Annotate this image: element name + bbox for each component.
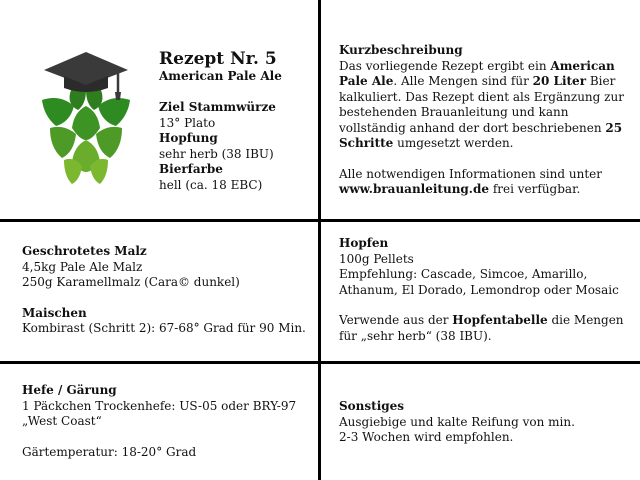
description-section <box>339 43 625 198</box>
description-heading: Kurzbeschreibung <box>339 43 463 57</box>
malt-line-1: 4,5kg Pale Ale Malz <box>22 259 143 274</box>
malt-line-2: 250g Karamellmalz (Cara© dunkel) <box>22 275 240 289</box>
gravity-value: 13° Plato <box>159 115 216 130</box>
info-paragraph: Alle notwendigen Informationen sind unter www.brauanleitung.de frei verfügbar. <box>339 166 602 196</box>
yeast-line-1: 1 Päckchen Trockenhefe: US-05 oder BRY-97 <box>22 398 297 413</box>
mash-heading: Maischen <box>22 305 87 320</box>
beer-style: American Pale Ale <box>159 69 282 83</box>
bitterness-label: Hopfung <box>159 131 218 145</box>
description-paragraph: Das vorliegende Rezept ergibt ein American Pale Ale. Alle Mengen sind für 20 Liter Bier kalkuliert. Das Rezept dient als Ergänzung zur bestehenden Brauanleitung und kann vollständig anhand der dort beschriebenen 25 Schritte umgesetzt werden. <box>339 58 624 150</box>
misc-heading: Sonstiges <box>339 399 405 413</box>
misc-line-1: Ausgiebige und kalte Reifung von min. <box>339 414 575 429</box>
graduation-cap-icon <box>44 52 128 100</box>
hop-table-reference: Hopfentabelle <box>452 313 548 327</box>
bitterness-value: sehr herb (38 IBU) <box>159 146 274 161</box>
hops-line-1: 100g Pellets <box>339 251 414 266</box>
yeast-heading: Hefe / Gärung <box>22 383 117 397</box>
misc-section <box>339 399 629 446</box>
yeast-section <box>22 383 312 460</box>
website-link[interactable]: www.brauanleitung.de <box>339 182 490 196</box>
color-value: hell (ca. 18 EBC) <box>159 177 263 192</box>
hop-with-graduation-cap-icon <box>40 48 132 188</box>
hops-heading: Hopfen <box>339 236 389 250</box>
malt-heading: Geschrotetes Malz <box>22 244 147 258</box>
recipe-title: Rezept Nr. 5 <box>159 49 277 69</box>
malt-section <box>22 244 312 337</box>
hops-paragraph: Verwende aus der Hopfentabelle die Mengen für „sehr herb“ (38 IBU). <box>339 313 624 343</box>
color-label: Bierfarbe <box>159 162 223 176</box>
misc-line-2: 2-3 Wochen wird empfohlen. <box>339 430 514 444</box>
hops-line-2: Empfehlung: Cascade, Simcoe, Amarillo, <box>339 267 588 281</box>
hop-cone <box>42 90 130 184</box>
hops-line-3: Athanum, El Dorado, Lemondrop oder Mosaic <box>339 282 619 297</box>
grid-line-vertical <box>318 0 321 480</box>
gravity-label: Ziel Stammwürze <box>159 100 276 114</box>
recipe-meta <box>159 100 276 193</box>
fermentation-temp: Gärtemperatur: 18-20° Grad <box>22 444 197 459</box>
hops-section <box>339 236 629 344</box>
mash-line: Kombirast (Schritt 2): 67-68° Grad für 90 Min. <box>22 321 306 335</box>
yeast-line-2: „West Coast“ <box>22 414 102 428</box>
